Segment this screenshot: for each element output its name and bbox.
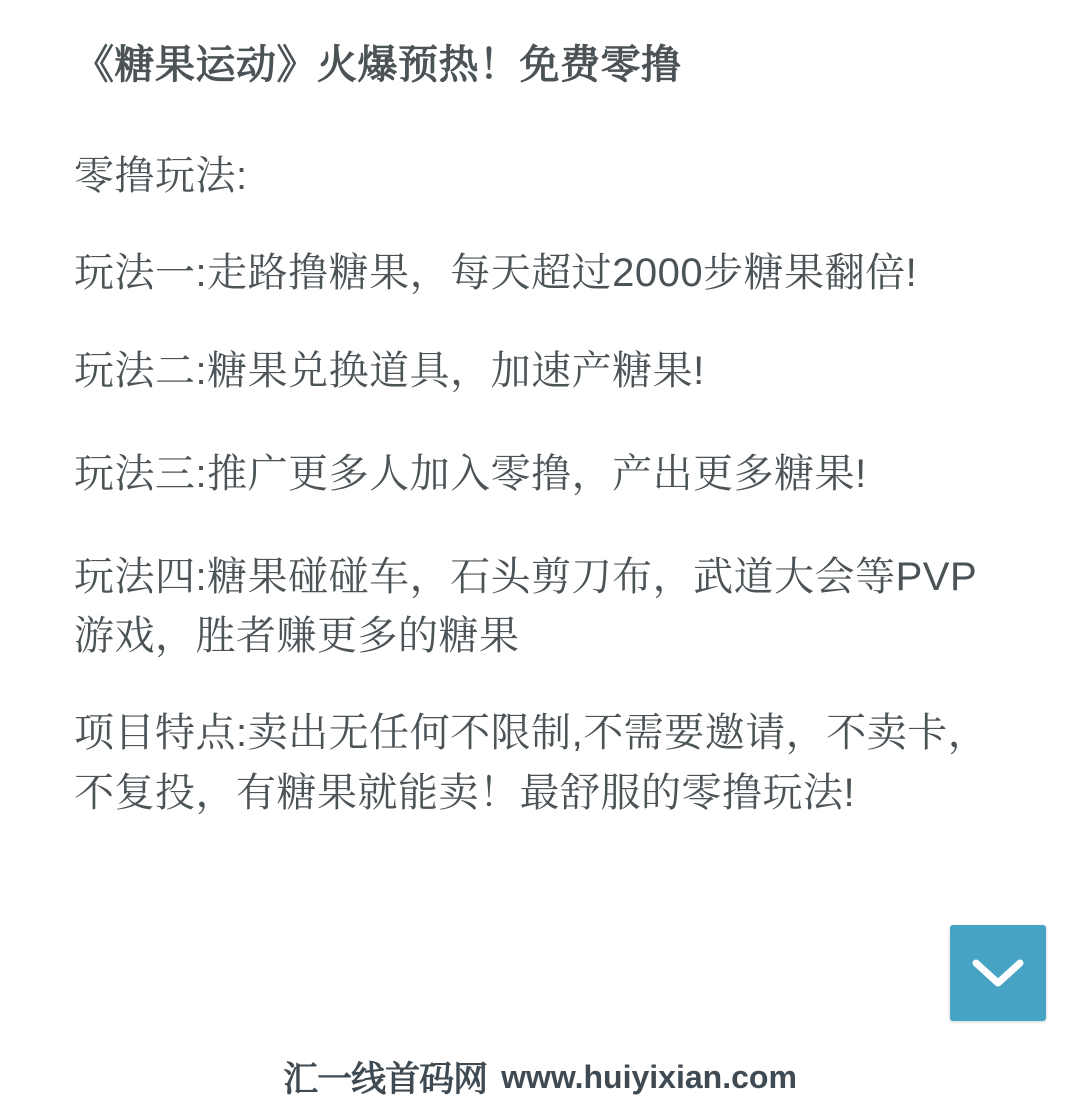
chevron-down-icon	[972, 956, 1024, 990]
scroll-down-button[interactable]	[950, 925, 1046, 1021]
article-paragraph: 玩法二:糖果兑换道具，加速产糖果!	[74, 348, 705, 393]
page-title: 《糖果运动》火爆预热！免费零撸	[74, 43, 682, 87]
article-paragraph: 玩法三:推广更多人加入零撸，产出更多糖果!	[74, 451, 867, 496]
article-paragraph: 玩法四:糖果碰碰车，石头剪刀布，武道大会等PVP游戏，胜者赚更多的糖果	[74, 554, 978, 659]
watermark-url: www.huiyixian.com	[501, 1058, 797, 1095]
watermark	[0, 1048, 1080, 1106]
article-paragraph: 零撸玩法:	[74, 154, 248, 199]
article-paragraph: 项目特点:卖出无任何不限制,不需要邀请，不卖卡，不复投，有糖果就能卖！最舒服的零撸玩法!	[74, 711, 989, 815]
article-paragraph: 玩法一:走路撸糖果，每天超过2000步糖果翻倍!	[74, 251, 918, 296]
watermark-logo: 汇一线首码网	[283, 1060, 488, 1099]
